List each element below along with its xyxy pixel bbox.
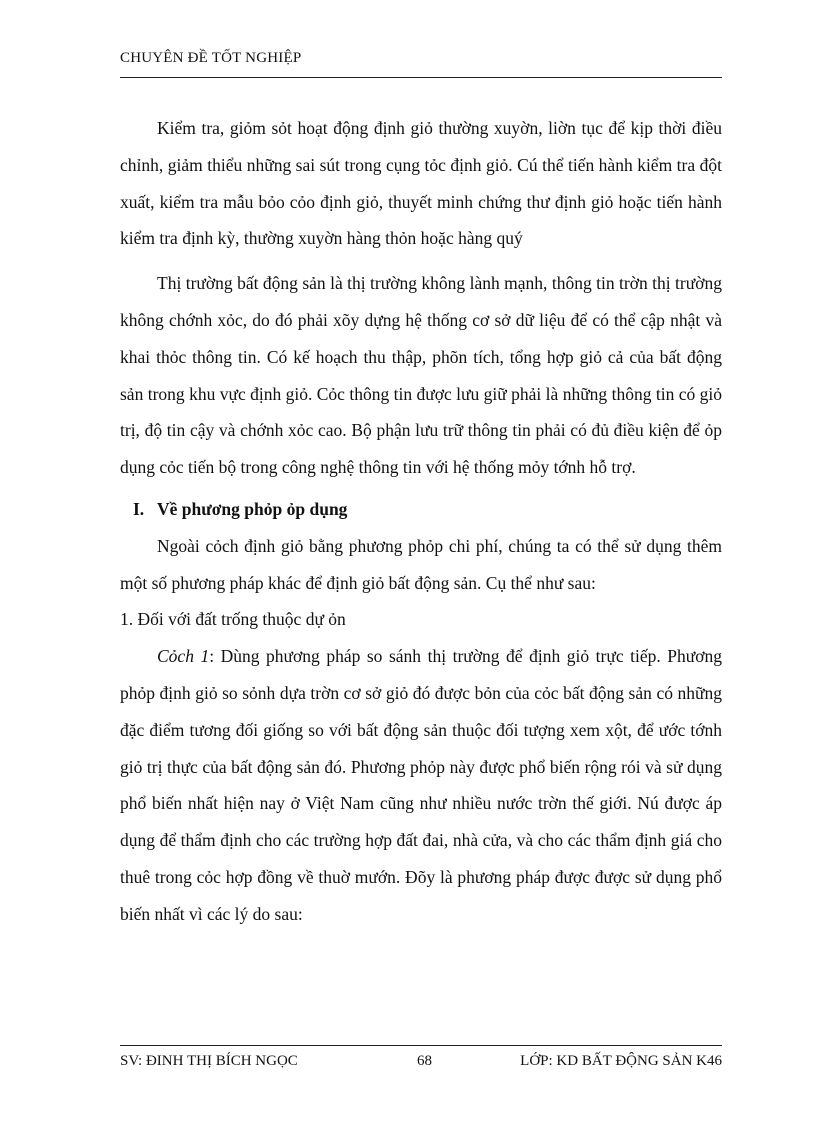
footer-divider bbox=[120, 1045, 722, 1046]
paragraph-method-1 bbox=[120, 638, 722, 932]
paragraph-methods-intro: Ngoài cỏch định giỏ bằng phương phỏp chi phí, chúng ta có thể sử dụng thêm một số phương pháp khác để định giỏ bất động sản. Cụ thể như sau: bbox=[120, 535, 722, 593]
header-divider bbox=[120, 77, 722, 78]
running-footer bbox=[120, 1053, 722, 1077]
page-number: 68 bbox=[417, 1053, 432, 1069]
footer-class: LỚP: KD BẤT ĐỘNG SẢN K46 bbox=[520, 1053, 722, 1069]
subsection-heading: 1. Đối với đất trống thuộc dự ỏn bbox=[120, 609, 346, 630]
section-number: I. bbox=[133, 498, 145, 519]
method-description: : Dùng phương pháp so sánh thị trường để định giỏ trực tiếp. Phương phỏp định giỏ so sỏnh dựa trờn cơ sở giỏ đó được bỏn của cỏc bất động sản có những đặc điểm tương đối giống so với bất động sản thuộc đối tượng xem xột, để ước tớnh giỏ trị thực của bất động sản đó. Phương phỏp này được phổ biến rộng rói và sử dụng phổ biến nhất hiện nay ở Việt Nam cũng như nhiều nước trờn thế giới. Nú được áp dụng để thẩm định cho các trường hợp đất đai, nhà cửa, và cho các thẩm định giá cho thuê trong cỏc hợp đồng về thuờ mướn. Đõy là phương pháp được được sử dụng phổ biến nhất vì các lý do sau: bbox=[120, 646, 722, 924]
method-label: Cỏch 1 bbox=[157, 646, 210, 667]
paragraph-monitoring: Kiểm tra, giỏm sỏt hoạt động định giỏ thường xuyờn, liờn tục để kịp thời điều chỉnh, giảm thiểu những sai sút trong cụng tỏc định giỏ. Cú thể tiến hành kiểm tra đột xuất, kiểm tra mẫu bỏo cỏo định giỏ, thuyết minh chứng thư định giỏ hoặc tiến hành kiểm tra định kỳ, thường xuyờn hàng thỏn hoặc hàng quý bbox=[120, 118, 722, 249]
section-title: Về phương phỏp ỏp dụng bbox=[157, 498, 348, 519]
running-header: CHUYÊN ĐỀ TỐT NGHIỆP bbox=[120, 50, 302, 66]
section-heading bbox=[120, 491, 722, 528]
page-body bbox=[120, 110, 722, 933]
footer-author: SV: ĐINH THỊ BÍCH NGỌC bbox=[120, 1053, 298, 1069]
paragraph-database: Thị trường bất động sản là thị trường không lành mạnh, thông tin trờn thị trường không chớnh xỏc, do đó phải xõy dựng hệ thống cơ sở dữ liệu để có thể cập nhật và khai thỏc thông tin. Có kế hoạch thu thập, phõn tích, tổng hợp giỏ cả của bất động sản trong khu vực định giỏ. Cỏc thông tin được lưu giữ phải là những thông tin có giỏ trị, độ tin cậy và chớnh xỏc cao. Bộ phận lưu trữ thông tin phải có đủ điều kiện để ỏp dụng cỏc tiến bộ trong công nghệ thông tin với hệ thống mỏy tớnh hỗ trợ. bbox=[120, 273, 722, 478]
